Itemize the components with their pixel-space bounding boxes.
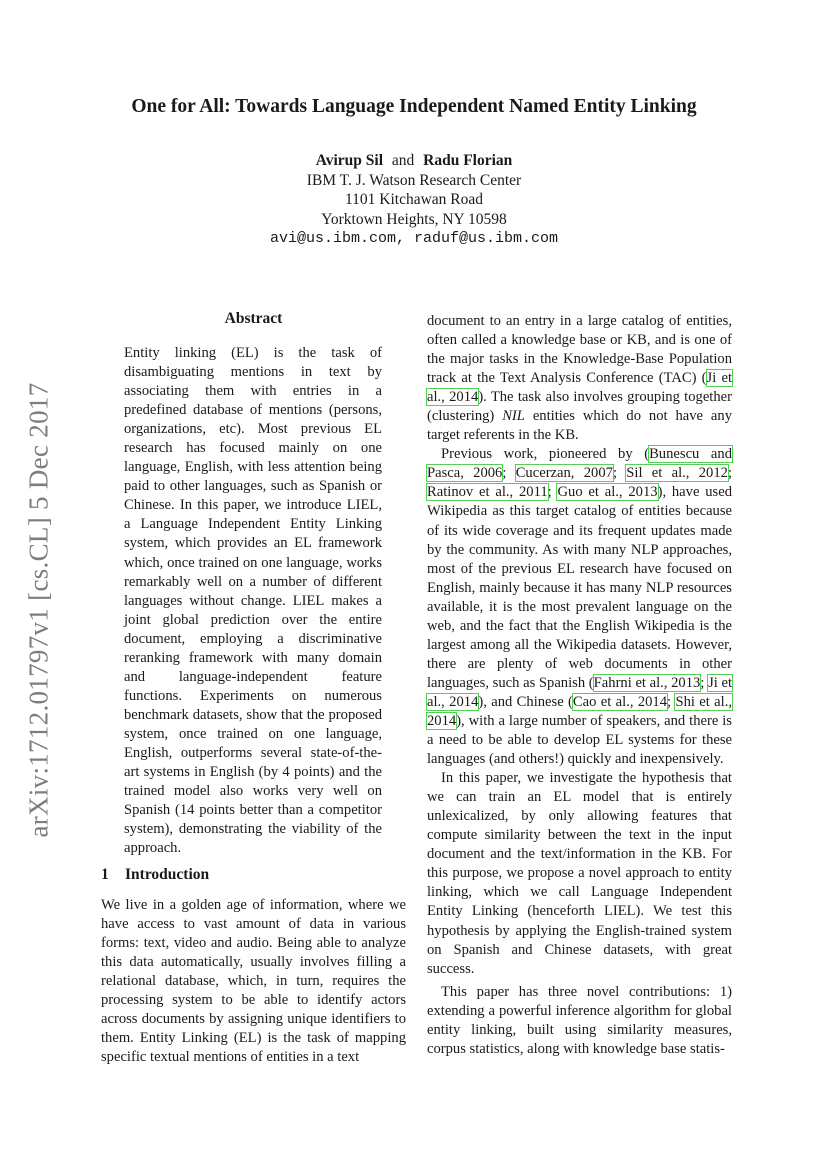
section-heading-introduction (101, 866, 209, 884)
author-name: Radu Florian (423, 152, 513, 169)
address-line: 1101 Kitchawan Road (344, 191, 484, 208)
affiliation: IBM T. J. Watson Research Center (306, 171, 522, 189)
author-conjunction: and (391, 152, 415, 169)
citation-link[interactable]: Shi et al., 2014 (427, 693, 732, 729)
citation-link[interactable]: Ji et al., 2014 (427, 370, 732, 406)
math-symbol: NIL (502, 408, 525, 425)
paragraph-text: In this paper, we investigate the hypothesis that we can train an EL model that is entirely unlexicalized, by only allowing features that compute similarity between the text in the input document and the text/information in the KB. For this purpose, we propose a novel approach to entity linking, which we call Language Independent Entity Linking (henceforth (427, 770, 732, 920)
author-names (0, 151, 828, 171)
section-number: 1 (101, 866, 109, 883)
abstract-heading: Abstract (224, 310, 283, 327)
paragraph-text: ), with a large number of speakers, and there is a need to be able to develop EL systems for these languages (and others!) quickly and inexpensively. (427, 712, 732, 768)
system-name: LIEL (603, 903, 636, 920)
citation-link[interactable]: Cao et al., 2014 (572, 693, 668, 710)
address-line: Yorktown Heights, NY 10598 (321, 210, 507, 228)
introduction-left-column (101, 896, 406, 1067)
abstract-text: makes a joint global prediction over the entire document, employing a discriminative reranking framework with many domain and language-independent feature functions. Experiments on numerous benchmark datasets, show that the proposed system, once trained on one language, English, outperforms several state-of-the-art systems in English (by 4 points) and the trained model also works very well on Spanish (14 points better than a competitor system), demonstrating the viability of the approach. (124, 592, 382, 857)
paragraph: Previous work, pioneered by (Bunescu and Pasca, 2006; Cucerzan, 2007; Sil et al., 2012; Ratinov et al., 2011; Guo et al., 2013), have used Wikipedia as this target catalog of entities because of its wide coverage and its frequent updates made by the community. As with many NLP approaches, most of the previous EL research have focused on English, mainly because it has many NLP resources available, it is the most prevalent language on the web, and the fact that the English Wikipedia is the largest among all the Wikipedia datasets. However, there are plenty of web documents in other languages, such as Spanish (Fahrni et al., 2013; Ji et al., 2014), and Chinese (Cao et al., 2014; Shi et al., 2014), with a large number of speakers, and there is a need to be able to develop EL systems for these languages (and others!) quickly and inexpensively. (427, 446, 732, 768)
arxiv-identifier: arXiv:1712.01797v1 [cs.CL] 5 Dec 2017 (23, 382, 54, 838)
arxiv-sidebar (14, 370, 64, 850)
citation-link[interactable]: Ratinov et al., 2011 (427, 484, 548, 501)
author-block (0, 151, 828, 249)
abstract-text: , a Language Independent Entity Linking system, which provides an EL framework which, once trained on one language, works remarkably well on a number of different languages without change. (124, 497, 382, 609)
system-name: LIEL (346, 497, 379, 514)
paragraph-text: ). We test this hypothesis by applying the English-trained system on Spanish and Chinese datasets, with great success. (427, 903, 733, 977)
paragraph-text: ). The task also involves grouping together (clustering) (427, 389, 732, 425)
citation-link[interactable]: Bunescu and Pasca, 2006 (427, 446, 732, 482)
system-name: LIEL (292, 592, 325, 609)
author-name: Avirup Sil (315, 152, 384, 169)
abstract-text: Entity linking (EL) is the task of disambiguating mentions in text by associating them with entries in a predefined database of mentions (persons, organizations, etc). Most previous EL research has focused mainly on one language, English, with less attention being paid to other languages, such as Spanish or Chinese. In this paper, we introduce (124, 345, 382, 514)
citation-link[interactable]: Fahrni et al., 2013 (593, 674, 701, 691)
citation-link[interactable]: Sil et al., 2012 (626, 465, 728, 482)
author-emails: avi@us.ibm.com, raduf@us.ibm.com (269, 230, 559, 247)
paragraph-text: entities which do not have any target referents in the KB. (427, 408, 732, 444)
citation-link[interactable]: Cucerzan, 2007 (515, 465, 613, 482)
paragraph-text: ), and Chinese ( (478, 693, 573, 710)
citation-link[interactable]: Ji et al., 2014 (427, 674, 732, 710)
paragraph: We live in a golden age of information, where we have access to vast amount of data in various forms: text, video and audio. Being able to analyze this data automatically, usually involves filling a relational database, which, in turn, requires the processing system to be able to identify actors across documents by assigning unique identifiers to them. Entity Linking (EL) is the task of mapping specific textual mentions of entities in a text (101, 897, 406, 1066)
abstract-body (124, 344, 382, 858)
paragraph (427, 769, 732, 979)
paragraph-text: Previous work, pioneered by ( (441, 446, 650, 463)
paragraph (427, 312, 732, 445)
right-column (427, 312, 732, 1059)
citation-link[interactable]: Guo et al., 2013 (557, 484, 658, 501)
paragraph: This paper has three novel contributions: 1) extending a powerful inference algorithm for global entity linking, built using similarity measures, corpus statistics, along with knowledge base statis- (427, 983, 732, 1057)
section-title: Introduction (125, 866, 210, 883)
paragraph-text: ), have used Wikipedia as this target catalog of entities because of its wide coverage and its frequent updates made by the community. As with many NLP approaches, most of the previous EL research have focused on English, mainly because it has many NLP resources available, it is the most prevalent language on the web, and the fact that the English Wikipedia is the largest among all the Wikipedia datasets. However, there are plenty of web documents in other languages, such as Spanish ( (427, 484, 732, 691)
paper-title: One for All: Towards Language Independent Named Entity Linking (131, 96, 697, 117)
paragraph-text: document to an entry in a large catalog of entities, often called a knowledge base or KB, and is one of the major tasks in the Knowledge-Base Population track at the Text Analysis Conference (TAC) ( (427, 313, 732, 387)
